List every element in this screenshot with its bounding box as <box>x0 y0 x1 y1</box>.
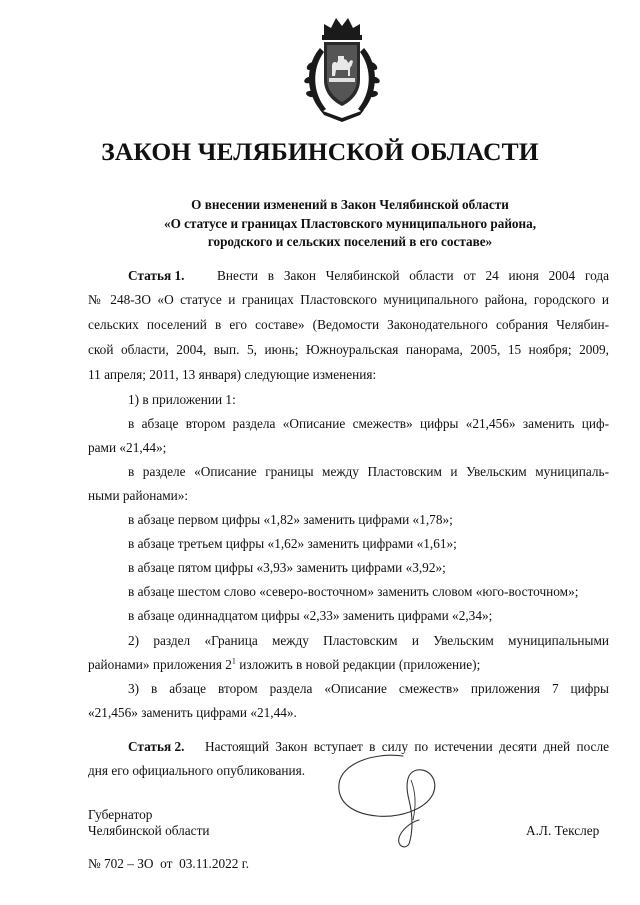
subtitle-line: О внесении изменений в Закон Челябинской области <box>191 197 509 212</box>
coat-of-arms-emblem <box>298 14 386 122</box>
article-1-line: № 248-ЗО «О статусе и границах Пластовского муниципального района, городского и <box>88 292 609 307</box>
article-2-line: дня его официального опубликования. <box>88 763 306 778</box>
article-1-label: Статья 1. <box>128 268 185 283</box>
handwritten-signature <box>333 750 445 850</box>
amendment-item-3: 3) в абзаце втором раздела «Описание смежеств» приложения 7 цифры <box>128 681 609 696</box>
amendment-text: в абзаце первом цифры «1,82» заменить цифрами «1,78»; <box>128 512 453 527</box>
amendment-text: в абзаце втором раздела «Описание смежеств» цифры «21,456» заменить циф- <box>128 416 609 431</box>
amendment-text: в разделе «Описание границы между Пластовским и Увельским муниципаль- <box>128 464 609 479</box>
amendment-text-part: районами» приложения 2 <box>88 657 232 672</box>
article-1-first-line <box>128 267 609 285</box>
amendment-text: ными районами»: <box>88 488 189 503</box>
article-1-lead-text: Внести в Закон Челябинской области от 24 июня 2004 года <box>217 268 609 283</box>
article-1-line: сельских поселений в его составе» (Ведомости Законодательного собрания Челябин- <box>88 317 609 332</box>
amendment-text: «21,456» заменить цифрами «21,44». <box>88 705 297 720</box>
amendment-text: в абзаце пятом цифры «3,93» заменить цифрами «3,92»; <box>128 560 446 575</box>
article-2-lead-text: Настоящий Закон вступает в силу по истечении десяти дней после <box>205 739 609 754</box>
amendment-text: в абзаце одиннадцатом цифры «2,33» заменить цифрами «2,34»; <box>128 608 493 623</box>
amendment-item-2: 2) раздел «Граница между Пластовским и Увельским муниципальными <box>128 633 609 648</box>
registration-number: № 702 – ЗО от 03.11.2022 г. <box>88 856 250 871</box>
amendment-text: рами «21,44»; <box>88 440 167 455</box>
subtitle-line: городского и сельских поселений в его составе» <box>207 234 493 249</box>
amendment-text-part: изложить в новой редакции (приложение); <box>239 657 481 672</box>
law-title: ЗАКОН ЧЕЛЯБИНСКОЙ ОБЛАСТИ <box>101 137 539 166</box>
law-subtitle <box>60 196 640 252</box>
subtitle-line: «О статусе и границах Пластовского муниципального района, <box>163 215 537 231</box>
signatory-name: А.Л. Текслер <box>526 823 600 838</box>
amendment-item-1: 1) в приложении 1: <box>128 392 236 407</box>
signatory-position: Челябинской области <box>88 823 210 838</box>
amendment-text: в абзаце третьем цифры «1,62» заменить цифрами «1,61»; <box>128 536 457 551</box>
amendment-text <box>88 656 480 674</box>
amendment-text: в абзаце шестом слово «северо-восточном» заменить словом «юго-восточном»; <box>128 584 579 599</box>
article-1-line: 11 апреля; 2011, 13 января) следующие изменения: <box>88 367 377 382</box>
signatory-position: Губернатор <box>88 807 153 822</box>
article-2-label: Статья 2. <box>128 739 185 754</box>
superscript: 1 <box>231 656 236 666</box>
article-1-line: ской области, 2004, вып. 5, июнь; Южноуральская панорама, 2005, 15 ноября; 2009, <box>88 342 609 357</box>
